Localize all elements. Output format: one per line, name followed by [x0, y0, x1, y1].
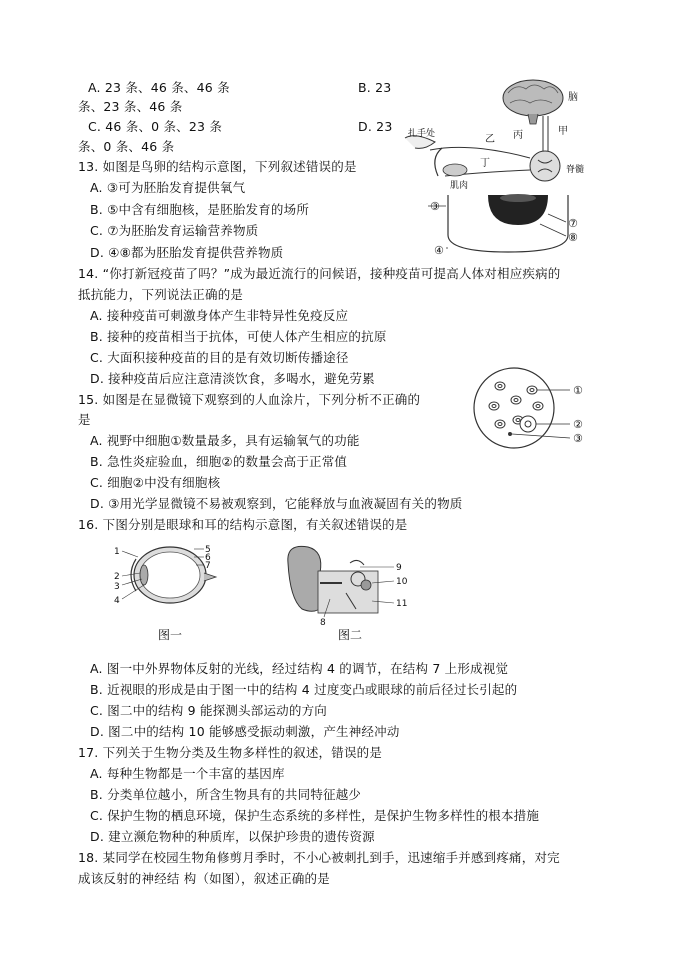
q12-option-b-cont: 条、23 条、46 条 [78, 99, 183, 114]
spinal-cord-section [530, 151, 560, 181]
q15-option-d: D. ③用光学显微镜不易被观察到，它能释放与血液凝固有关的物质 [90, 496, 463, 511]
reflex-arc-figure [400, 78, 600, 190]
eye-label-1: 1 [114, 547, 120, 557]
ear-label-9: 9 [396, 563, 402, 573]
label-ding: 丁 [480, 158, 490, 169]
q17-option-c: C. 保护生物的栖息环境，保护生态系统的多样性，是保护生物多样性的根本措施 [90, 808, 540, 823]
blood-smear-figure [470, 368, 620, 453]
q15-stem-cont: 是 [78, 412, 91, 427]
ear-label-8: 8 [320, 618, 326, 628]
egg-label-7: ⑦ [568, 217, 578, 230]
q12-option-a: A. 23 条、46 条、46 条 [88, 80, 230, 95]
q16-option-b: B. 近视眼的形成是由于图一中的结构 4 过度变凸或眼球的前后径过长引起的 [90, 682, 518, 697]
eye-label-6: 6 [205, 553, 211, 563]
blood-label-1: ① [573, 384, 583, 397]
eye-label-7: 7 [205, 561, 211, 571]
q17-option-b: B. 分类单位越小，所含生物具有的共同特征越少 [90, 787, 362, 802]
q16-option-a: A. 图一中外界物体反射的光线，经过结构 4 的调节，在结构 7 上形成视觉 [90, 661, 509, 676]
q12-option-c: C. 46 条、0 条、23 条 [88, 119, 223, 134]
q13-option-c: C. ⑦为胚胎发育运输营养物质 [90, 223, 259, 238]
egg-label-8: ⑧ [568, 231, 578, 244]
label-spinal-cord: 脊髓 [566, 165, 585, 175]
q15-option-c: C. 细胞②中没有细胞核 [90, 475, 221, 490]
q12-option-d: D. 23 [358, 119, 393, 134]
q14-option-a: A. 接种疫苗可刺激身体产生非特异性免疫反应 [90, 308, 349, 323]
q16-option-d: D. 图二中的结构 10 能够感受振动刺激，产生神经冲动 [90, 724, 400, 739]
q17-stem: 17. 下列关于生物分类及生物多样性的叙述，错误的是 [78, 745, 383, 760]
eye-figure-caption: 图一 [158, 628, 183, 642]
q15-stem: 15. 如图是在显微镜下观察到的人血涂片，下列分析不正确的 [78, 392, 421, 407]
ear-figure-caption: 图二 [338, 628, 363, 642]
blood-label-2: ② [573, 418, 583, 431]
label-jia: 甲 [558, 126, 568, 137]
q17-option-d: D. 建立濒危物种的种质库，以保护珍贵的遗传资源 [90, 829, 375, 844]
q14-option-b: B. 接种的疫苗相当于抗体，可使人体产生相应的抗原 [90, 329, 387, 344]
q13-option-a: A. ③可为胚胎发育提供氧气 [90, 180, 246, 195]
q14-stem: 14. “你打新冠疫苗了吗？”成为最近流行的问候语，接种疫苗可提高人体对相应疾病的 [78, 266, 561, 281]
q12-option-b: B. 23 [358, 80, 392, 95]
q14-stem-cont: 抵抗能力，下列说法正确的是 [78, 287, 244, 302]
label-brain: 脑 [568, 92, 578, 103]
q18-stem-cont: 成该反射的神经结 构（如图），叙述正确的是 [78, 871, 330, 886]
q14-option-c: C. 大面积接种疫苗的目的是有效切断传播途径 [90, 350, 349, 365]
q17-option-a: A. 每种生物都是一个丰富的基因库 [90, 766, 285, 781]
q16-option-c: C. 图二中的结构 9 能探测头部运动的方向 [90, 703, 327, 718]
q16-stem: 16. 下图分别是眼球和耳的结构示意图，有关叙述错误的是 [78, 517, 408, 532]
eye-structure-figure [108, 543, 218, 643]
q15-option-b: B. 急性炎症验血，细胞②的数量会高于正常值 [90, 454, 348, 469]
label-bing: 丙 [513, 130, 523, 141]
eye-label-2: 2 [114, 572, 120, 582]
q13-option-b: B. ⑤中含有细胞核，是胚胎发育的场所 [90, 202, 310, 217]
q13-option-d: D. ④⑧都为胚胎发育提供营养物质 [90, 245, 284, 260]
ear-label-10: 10 [396, 577, 408, 587]
eye-label-5: 5 [205, 545, 211, 555]
eye-label-4: 4 [114, 596, 120, 606]
q13-stem: 13. 如图是鸟卵的结构示意图，下列叙述错误的是 [78, 159, 357, 174]
label-yi: 乙 [485, 134, 495, 145]
q14-option-d: D. 接种疫苗后应注意清淡饮食，多喝水，避免劳累 [90, 371, 375, 386]
brain-illustration [503, 80, 563, 124]
egg-label-3: ③ [430, 200, 440, 213]
blood-label-3: ③ [573, 432, 583, 445]
label-prick-site: 扎手处 [408, 129, 436, 139]
eye-label-3: 3 [114, 582, 120, 592]
label-muscle: 肌肉 [450, 181, 469, 191]
q12-option-d-cont: 条、0 条、46 条 [78, 139, 175, 154]
q15-option-a: A. 视野中细胞①数量最多，具有运输氧气的功能 [90, 433, 360, 448]
ear-label-11: 11 [396, 599, 408, 609]
egg-label-4: ④ [434, 244, 444, 257]
q18-stem: 18. 某同学在校园生物角修剪月季时，不小心被刺扎到手，迅速缩手并感到疼痛，对完 [78, 850, 560, 865]
ear-structure-figure [280, 543, 420, 643]
egg-structure-figure [428, 190, 588, 260]
